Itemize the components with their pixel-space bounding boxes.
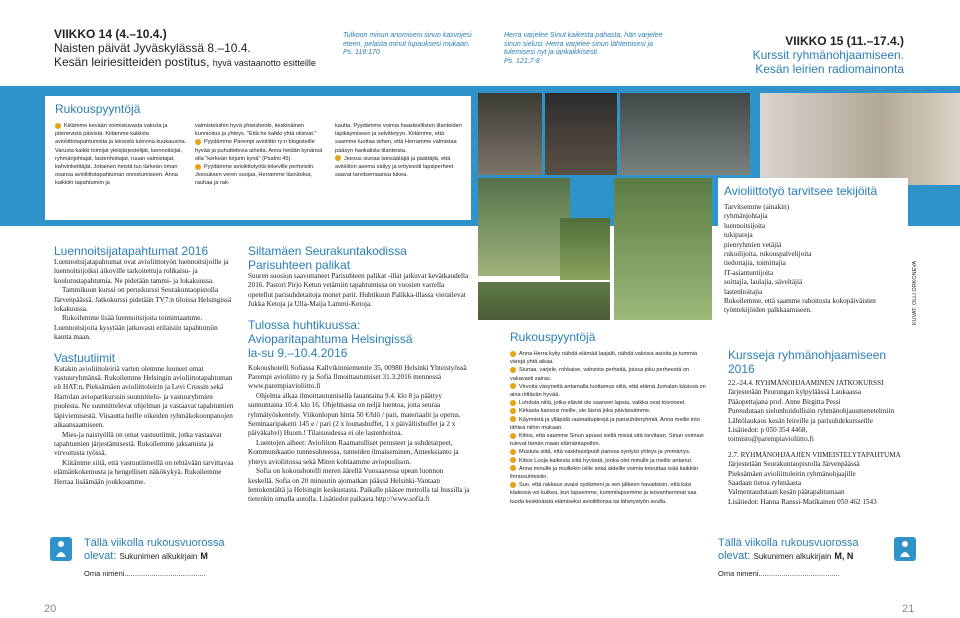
- prayer-right: [718, 537, 918, 578]
- vastuutiimit-p2: Mies-ja naistyöllä on omat vastuutiimit, jotka vastaavat tapahtumien järjestämisestä. Rukoilemme jaksamista ja virvoitusta työssä.: [54, 430, 222, 458]
- photo-credit: KUVAT: OLLI ORKONEVA: [912, 260, 918, 325]
- bullet-icon: [195, 139, 201, 145]
- week-14-line2: Kesän leiriesitteiden postitus, hyvä vastaanotto esitteille: [54, 55, 316, 69]
- verse-1: Tulkoon minun anomiseni sinun kasvojesi eteen, pelasta minut lupauksesi mukaan. Ps. 119:170: [343, 32, 472, 56]
- rukous-top-col1: Kiitämme kevään voimistuvasta valosta ja pitenevistä päivistä. Kiitämme kaikista avioliittotapahtumista ja leireistä tulevina kuukausina. Varusta kaikki toimijat yleisjärjestelijät, luennoitsijat, ryhmänjohtajat, lastenhoitajat, ruuan valmistajat, kahvinkeittäjät. Jokainen heistä tuo tärkeän oman osansa avioliittotapahtuman onnistumiseen. Anna kaikkiin tapahtumiin ja: [55, 123, 187, 187]
- list-item: toimisto@parempiavioliitto.fi: [728, 435, 814, 444]
- list-item: Anna Herra kyky nähdä elämää laajalti, nähdä valoisia asioita ja tummia värejä yhtä aikaa.: [510, 351, 698, 366]
- list-item: 22.-24.4. RYHMÄNOHJAAMINEN JATKOKURSSI: [728, 379, 884, 387]
- bullet-icon: [510, 367, 516, 373]
- list-item: Kirkasta kasvosi meille, ole läsnä joka päivässämme.: [510, 407, 710, 415]
- siltamaen-text: Suuren suosion saavuttaneet Parisuhteen palikat -illat jatkuvat kevätkaudella 2016. Pastori Pirjo Ketun vetämiin tapahtumissa on vuosien varrella opetellut parisuhdetaitoja monet parit. Huhtikuun Palikka-illassa vierailevat Jukka Ketoja ja Ulla-Maija Lammi-Ketoja.: [248, 272, 469, 309]
- bullet-icon: [510, 457, 516, 463]
- week-14-title: VIIKKO 14 (4.–10.4.): [54, 27, 167, 41]
- list-item: Pääopettajana prof. Anne Birgitta Pessi: [728, 397, 841, 406]
- week-15-line2: Kesän leirien radiomainonta: [755, 62, 904, 76]
- list-item: luennoitsijoita: [724, 221, 766, 230]
- rukous-mid-list: [510, 350, 710, 506]
- list-item: Mustuta siitä, että vaskhuolipuoli parissa syntyisi yhteys ja ymmärrys.: [510, 448, 710, 456]
- kurssit-section: [728, 348, 918, 507]
- list-item: Lähtölaukaus kesän leireille ja parisuhdekursseille: [728, 416, 873, 425]
- list-item: Lisätiedot: Hanna Ranssi-Matikainen 050 462 1543: [728, 497, 877, 506]
- photo-group-2: [560, 218, 610, 280]
- tulossa-title: Tulossa huhtikuussa: Avioparitapahtuma Helsingissä la-su 9.–10.4.2016: [248, 317, 413, 360]
- list-item: tiedottajia, toimittajia: [724, 259, 786, 268]
- list-item: Suo, että rakkaus avaisi sydämeni ja sen jälkeen havaitsisin, että käsi kädessä voi kulkea, kun lapsemme, kummilapsemme ja isovanhemmat saa tuoda keskinäistä elämiseksi avioliittonsa tai lähetystyön avulla.: [510, 482, 697, 505]
- bullet-icon: [510, 449, 516, 455]
- siltamaen-title: Siltamäen Seurakuntakodissa Parisuhteen palikat: [248, 244, 407, 272]
- left-header: [54, 27, 316, 69]
- kurssit-title: Kursseja ryhmänohjaamiseen 2016: [728, 348, 887, 376]
- bullet-icon: [510, 408, 516, 414]
- tekijoita-list: [724, 203, 908, 316]
- list-item: Valmentaudutaan kesän päätapahtumaan: [728, 488, 845, 497]
- week-15-line1: Kurssit ryhmänohjaamiseen.: [752, 48, 904, 62]
- kurssit-list-1: [728, 379, 918, 445]
- bullet-icon: [510, 400, 516, 406]
- list-item: tukipareja: [724, 231, 753, 240]
- tulossa-p3: Sofia on kokoushotelli meren äärellä Vuosaaressa upean luonnon keskellä. Sofia on 20 minuutin ajomatkan päässä Helsinki-Vantaan lentokentältä ja Helsingin keskustasta. Paikalle pääsee metrolla tai bussilla ja tietenkin omalla autolla. Lisätiedot paikasta http://www.sofia.fi: [248, 467, 470, 504]
- rukous-mid-section: [510, 330, 710, 506]
- vastuutiimit-p3: Kiitämme siitä, että vastuutiimeillä on tehtävään tarvittavaa elämänkokemusta ja hengellisen näkökykyä. Rukoilemme Herraa lisäämään joukkoamme.: [54, 458, 234, 486]
- rukous-top-col2: valmisteluihin hyvä yhteishenki, keskinäinen kunnioitus ja yhteys. "Että he kaikki yhtä olisivat." Pyydämme Parempi avioliitto ry:n blogisteille hyvää ja puhuttelevia aiheita. Anna heidän kynänsä olla "kerkeän kirjurin kynä" (Psalmi 45). Pyydämme avioliittotyötä tekeville perheisiin. Jeesuksen veren suojaa, Herramme läsnäoloa, rauhaa ja rak-: [195, 123, 323, 187]
- bullet-icon: [55, 123, 61, 129]
- bullet-icon: [510, 416, 516, 422]
- photo-sound-desk: [620, 93, 750, 175]
- page-number-left: 20: [44, 603, 57, 615]
- luennoitsija-section: [54, 244, 236, 487]
- prayer-left-own: Oma nimeni.......................................: [84, 569, 206, 578]
- list-item: Lohduta niitä, jotka elävät ole saaneet lapsia, vaikka ovat toivoneet.: [510, 399, 710, 407]
- list-item: Lisätiedot: p 050 354 4468,: [728, 426, 808, 435]
- tulossa-p2: Luentojen aiheet: Avioliiton Raamatulliset perusteet ja suhdetarpeet, Kommunikaatio tunnesuhteessa, tunteiden ilmaiseminen, Anteeksianto ja yhteys avioliitossa sekä Miten kohtaamme aviopuolison.: [248, 438, 459, 466]
- vastuutiimit-p1: Kutakin avioliittoleiriä varten olemme luoneet omat vastuuryhmänsä. Rukoilemme Helsingin avioliittotapahtuman eli HAT:n, Pieksämäen avioliittoleirin ja Levi Crossin sekä Hartolan avioparikurssin suunnittelu- ja vastuuryhmien puolesta. Ne suunnittelevat ohjelman ja vastaavat tapahtumien läpiviemisestä. Viisautta heille oikeiden ryhmäkokoonpanojen aikaansaamiseen.: [54, 364, 234, 430]
- bullet-icon: [510, 383, 516, 389]
- list-item: pienryhmien vetäjiä: [724, 240, 782, 249]
- bullet-icon: [335, 155, 341, 161]
- list-item: Kiitos, että saamme Sinun apuasi siellä missä sitä tarvitaan. Sinun voimasi tulevat tämän maan elämäntapoihin.: [510, 433, 704, 448]
- bullet-icon: [510, 351, 516, 357]
- list-item: Tarvitsemme (ainakin): [724, 203, 790, 211]
- list-item: ryhmänjohtajia: [724, 212, 768, 221]
- list-item: lastenhoitajia: [724, 287, 763, 296]
- page-number-right: 21: [902, 603, 915, 615]
- photo-studio-2: [545, 93, 617, 175]
- rukous-top-title: Rukouspyyntöjä: [55, 102, 141, 116]
- tekijoita-title: Avioliittotyö tarvitsee tekijöitä: [724, 184, 878, 198]
- week-15-title: VIIKKO 15 (11.–17.4.): [785, 34, 904, 48]
- prayer-left-text: Tällä viikolla rukousvuorossa olevat: Sukunimen alkukirjain M: [84, 537, 225, 562]
- list-item: rukoilijoita, rukouspalvelijoita: [724, 250, 812, 259]
- list-item: Järjestetään Peurungan kylpyläässä Laukaassa: [728, 388, 862, 397]
- right-header: [753, 34, 904, 76]
- bullet-icon: [510, 482, 516, 488]
- rukous-top-box: [45, 96, 471, 220]
- rukous-mid-title: Rukouspyyntöjä: [510, 330, 596, 344]
- list-item: soittajia, laulajia, säveltäjiä: [724, 278, 803, 287]
- kurssit-list-2: [728, 451, 918, 507]
- prayer-right-own: Oma nimeni.......................................: [718, 569, 840, 578]
- photo-studio-1: [478, 93, 542, 175]
- praying-icon: [894, 537, 916, 561]
- luennoitsija-p2: Tammikuun kurssi on peruskurssi Seurakuntaopistolla Järvenpäässä. Jatkokurssi pidetään TV7:n tiloissa Helsingissä lokakuussa.: [54, 286, 232, 314]
- tulossa-p1: Ohjelma alkaa ilmoittautumisella lauantaina 9.4. klo 8 ja päättyy sunnuntaina 10.4. klo 16. Ohjelmassa on neljä luentoa, joita seuraa ryhmätyöskentely. Viikonlopun hinta 50 €/hlö / pari, materiaalit ja opetus. Seminaaripaketti 145 e / pari (2 x lounasbuffet, 1 x päivällisbuffet ja 2 x päiväkahvi) Huom.! Tilaisuudessa ei ole lastenhoitoa.: [248, 391, 461, 438]
- bullet-icon: [510, 465, 516, 471]
- list-item: 2.7. RYHMÄNOHJAAJIEN VIIMEISTELYTAPAHTUMA: [728, 450, 901, 459]
- list-item: Saadaan tietoa ryhmäasta: [728, 479, 802, 488]
- tekijoita-box: [718, 178, 908, 340]
- list-item: Pieksämäen avioliittoleirin ryhmänohjaajille: [728, 469, 856, 478]
- list-item: Pureudutaan sielunhoidollisiin ryhmänohjausmenetelmiin: [728, 407, 895, 416]
- week-14-line1: Naisten päivät Jyväskylässä 8.–10.4.: [54, 41, 251, 55]
- tulossa-address: Kokoushotelli Sofiassa Kallvikinniementie 35, 00980 Helsinki Yhteistyössä Parempi avioliitto ry ja Sofia Ilmoittautumiset 31.3.2016 mennessä www.parempiavioliitto.fi: [248, 363, 467, 391]
- list-item: Anna minulle ja muillekin isille sekä äideille voimia toteuttaa isää kaikkiin ihmissuhteisiin.: [510, 465, 699, 481]
- list-item: Virvoita väsyneitä antamalla luottamus siitä, että elämä Jumalan käsissä on aina riittävän hyvää.: [510, 383, 706, 399]
- bullet-icon: [510, 433, 516, 439]
- list-item: Kiitos Luoja kaikesta siitä hyvästä, jonka olet minulle ja meille antanut.: [510, 457, 710, 465]
- prayer-right-text: Tällä viikolla rukousvuorossa olevat: Sukunimen alkukirjain M, N: [718, 537, 859, 562]
- prayer-left: [50, 537, 238, 578]
- photo-woman-mic: [614, 178, 712, 320]
- luennoitsija-title: Luennoitsijatapahtumat 2016: [54, 244, 209, 258]
- middle-left-column: [248, 244, 470, 505]
- photo-musicians: [760, 93, 960, 185]
- luennoitsija-p3: Rukoilemme lisää luennoitsijoita toimintaamme. Luennoitsijoita kysytään jatkuvasti erilaisiin tapahtumiin kautta maan.: [54, 314, 218, 342]
- list-item: Käynnistä ja ylläpidä raamattupiirejä ja parisuhderyhmiä. Anna meille into lähteä niihin mukaan.: [510, 416, 700, 431]
- praying-icon: [50, 537, 72, 561]
- bullet-icon: [195, 164, 201, 170]
- list-item: Rukoilemme, että saamme rahoitusta kokopäiväisten työntekijöiden palkkaamiseen.: [724, 297, 876, 315]
- rukous-top-col3: kautta. Pyydämme voimia haasteellisten tilanteiden läpikäymiseen ja selvittelyyn. Kiitämme, että saamme luottaa siihen, että Herramme valmistaa pääsyn hankalista tilanteista. Jeesus siunaa lainsäätäjiä ja päättäjiä, että avioliiton asema säilyy ja erityisesti lapsiperheet saavat tarvitsemaansa tukea.: [335, 123, 462, 179]
- list-item: Siunaa, varjele, rohkaise, vahvista perheitä, joissa joku perheestä on vakavasti sairas.: [510, 367, 690, 382]
- photo-group-1: [478, 178, 570, 276]
- photo-grass: [478, 282, 610, 320]
- list-item: IT-asiantuntijoita: [724, 268, 774, 277]
- list-item: Järjestetään Seurakuntaopistolla Järvenpäässä: [728, 460, 860, 469]
- verse-2: Herra varjelee Sinut kaikesta pahasta, hän varjelee sinun sielusi. Herra varjelee sinun lähtemisesi ja tulemisesi nyt ja iankaikkisesti. Ps. 121:7-8: [504, 32, 663, 65]
- luennoitsija-p1: Luennoitsijatapahtumat ovat avioliittotyön luennoitsijoille ja luennoitsijoiksi aikoville tarkoitettuja rohkaisu- ja koulutustapahtumia. Ne pidetään tammi- ja lokakuussa.: [54, 258, 229, 285]
- vastuutiimit-title: Vastuutiimit: [54, 350, 116, 365]
